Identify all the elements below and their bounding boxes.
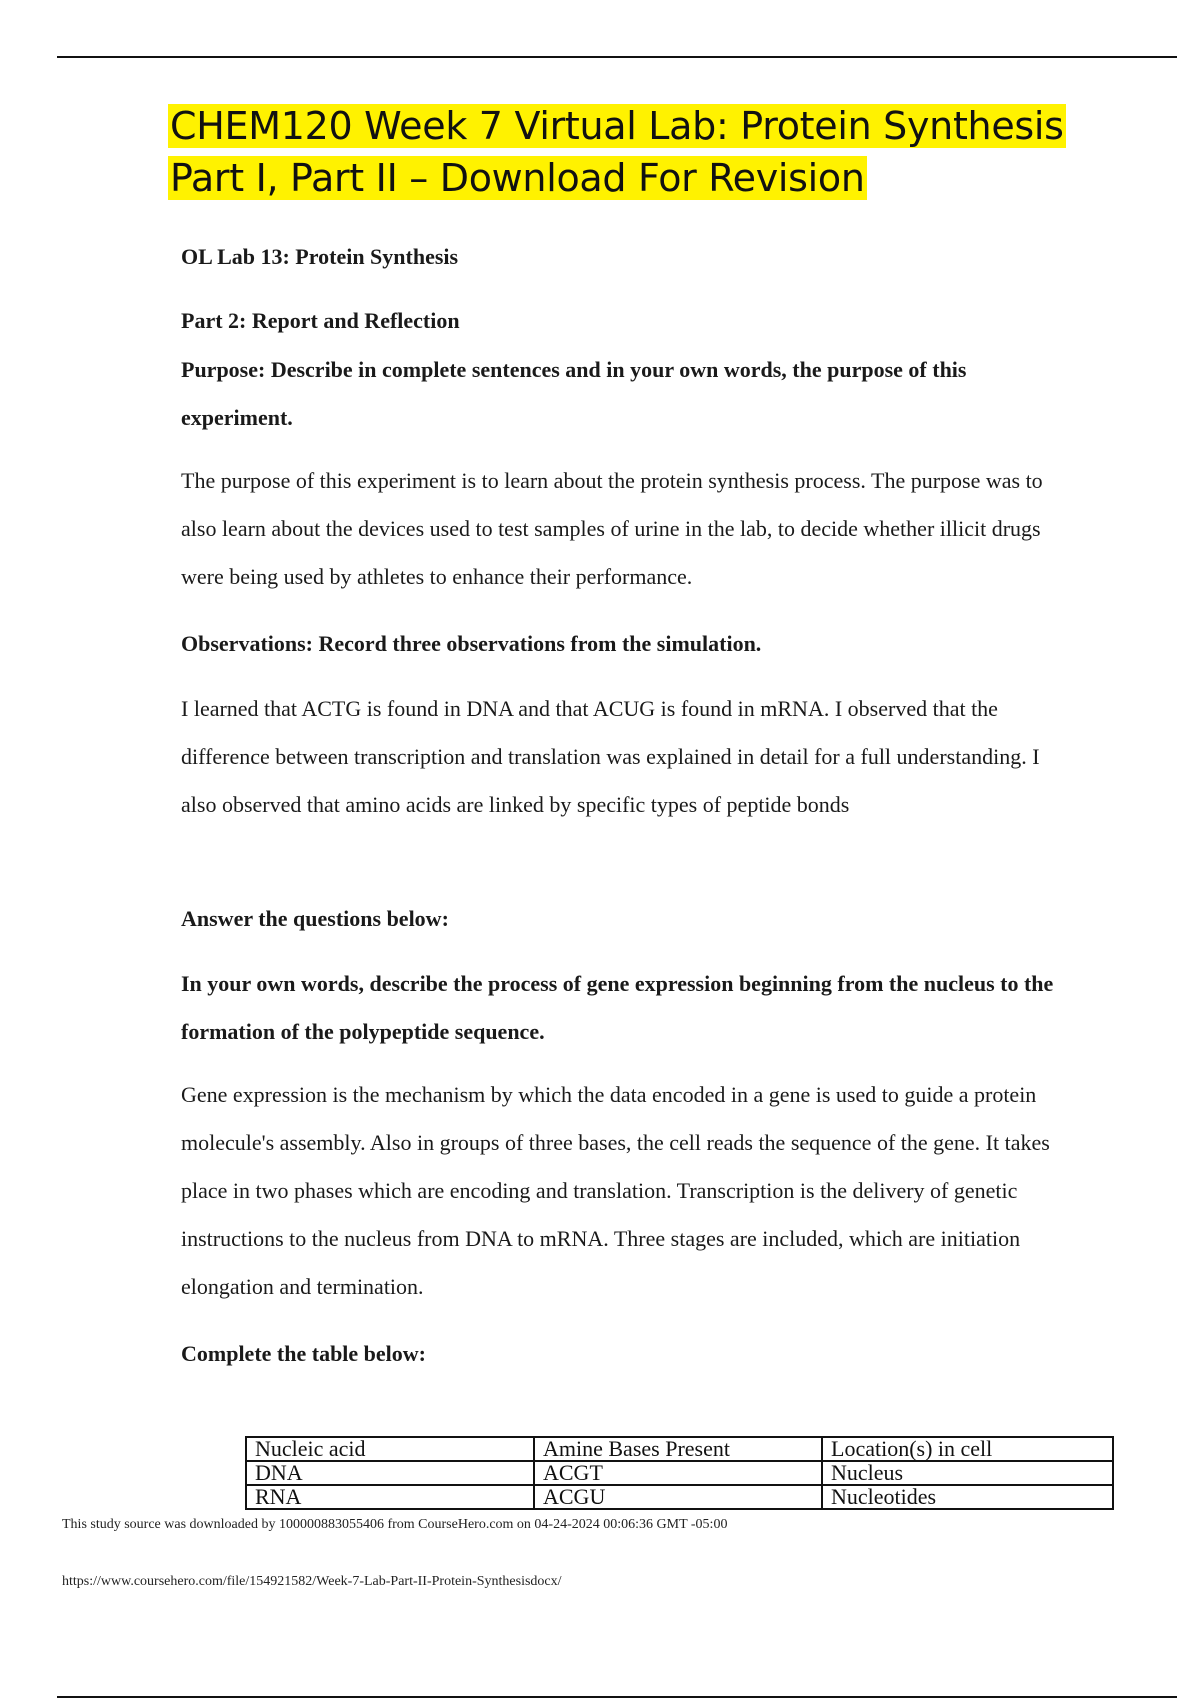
bottom-rule bbox=[57, 1696, 1177, 1698]
table-prompt-text: Complete the table below: bbox=[181, 1341, 427, 1366]
questions-header bbox=[181, 895, 1061, 943]
table-cell: Nucleotides bbox=[822, 1485, 1113, 1509]
purpose-answer-text: The purpose of this experiment is to learn about the protein synthesis process. The purpose was to also learn about the devices used to test samples of urine in the lab, to decide whether illicit drugs were being used by athletes to enhance their performance. bbox=[181, 468, 1043, 589]
table-row bbox=[246, 1461, 1113, 1485]
purpose-prompt-text: Purpose: Describe in complete sentences and in your own words, the purpose of this experiment. bbox=[181, 357, 967, 430]
question-1 bbox=[181, 960, 1061, 1056]
question-1-text: In your own words, describe the process of gene expression beginning from the nucleus to the formation of the polypeptide sequence. bbox=[181, 971, 1054, 1044]
answer-1-text: Gene expression is the mechanism by which the data encoded in a gene is used to guide a protein molecule's assembly. Also in groups of three bases, the cell reads the sequence of the gene. It takes place in two phases which are encoding and translation. Transcription is the delivery of genetic instructions to the nucleus from DNA to mRNA. Three stages are included, which are initiation elongation and termination. bbox=[181, 1082, 1050, 1299]
observations-prompt-text: Observations: Record three observations from the simulation. bbox=[181, 631, 762, 656]
nucleic-acid-table bbox=[245, 1436, 1114, 1510]
table-prompt bbox=[181, 1330, 1061, 1378]
observations-prompt bbox=[181, 620, 1061, 668]
lab-title-text: OL Lab 13: Protein Synthesis bbox=[181, 244, 459, 269]
table-cell: DNA bbox=[246, 1461, 534, 1485]
table-header-cell: Amine Bases Present bbox=[534, 1437, 822, 1461]
answer-1 bbox=[181, 1071, 1061, 1311]
questions-header-text: Answer the questions below: bbox=[181, 906, 449, 931]
document-title bbox=[168, 100, 1138, 204]
table-cell: Nucleus bbox=[822, 1461, 1113, 1485]
table-row bbox=[246, 1485, 1113, 1509]
lab-title bbox=[181, 233, 1061, 281]
top-rule bbox=[57, 56, 1177, 58]
source-url[interactable]: https://www.coursehero.com/file/154921582/Week-7-Lab-Part-II-Protein-Synthesisdocx/ bbox=[62, 1574, 562, 1589]
observations-answer bbox=[181, 685, 1061, 829]
table-cell: RNA bbox=[246, 1485, 534, 1509]
purpose-prompt bbox=[181, 346, 1061, 442]
table-cell: ACGT bbox=[534, 1461, 822, 1485]
part-title bbox=[181, 297, 1061, 345]
observations-answer-text: I learned that ACTG is found in DNA and that ACUG is found in mRNA. I observed that the difference between transcription and translation was explained in detail for a full understanding. I also observed that amino acids are linked by specific types of peptide bonds bbox=[181, 696, 1040, 817]
highlighted-title-text: CHEM120 Week 7 Virtual Lab: Protein Synthesis Part I, Part II – Download For Revision bbox=[170, 104, 1064, 200]
table-cell: ACGU bbox=[534, 1485, 822, 1509]
purpose-answer bbox=[181, 457, 1061, 601]
table-header-cell: Nucleic acid bbox=[246, 1437, 534, 1461]
source-footer: This study source was downloaded by 100000883055406 from CourseHero.com on 04-24-2024 00:06:36 GMT -05:00 bbox=[62, 1517, 728, 1532]
table-header-cell: Location(s) in cell bbox=[822, 1437, 1113, 1461]
table-header-row bbox=[246, 1437, 1113, 1461]
part-title-text: Part 2: Report and Reflection bbox=[181, 308, 460, 333]
